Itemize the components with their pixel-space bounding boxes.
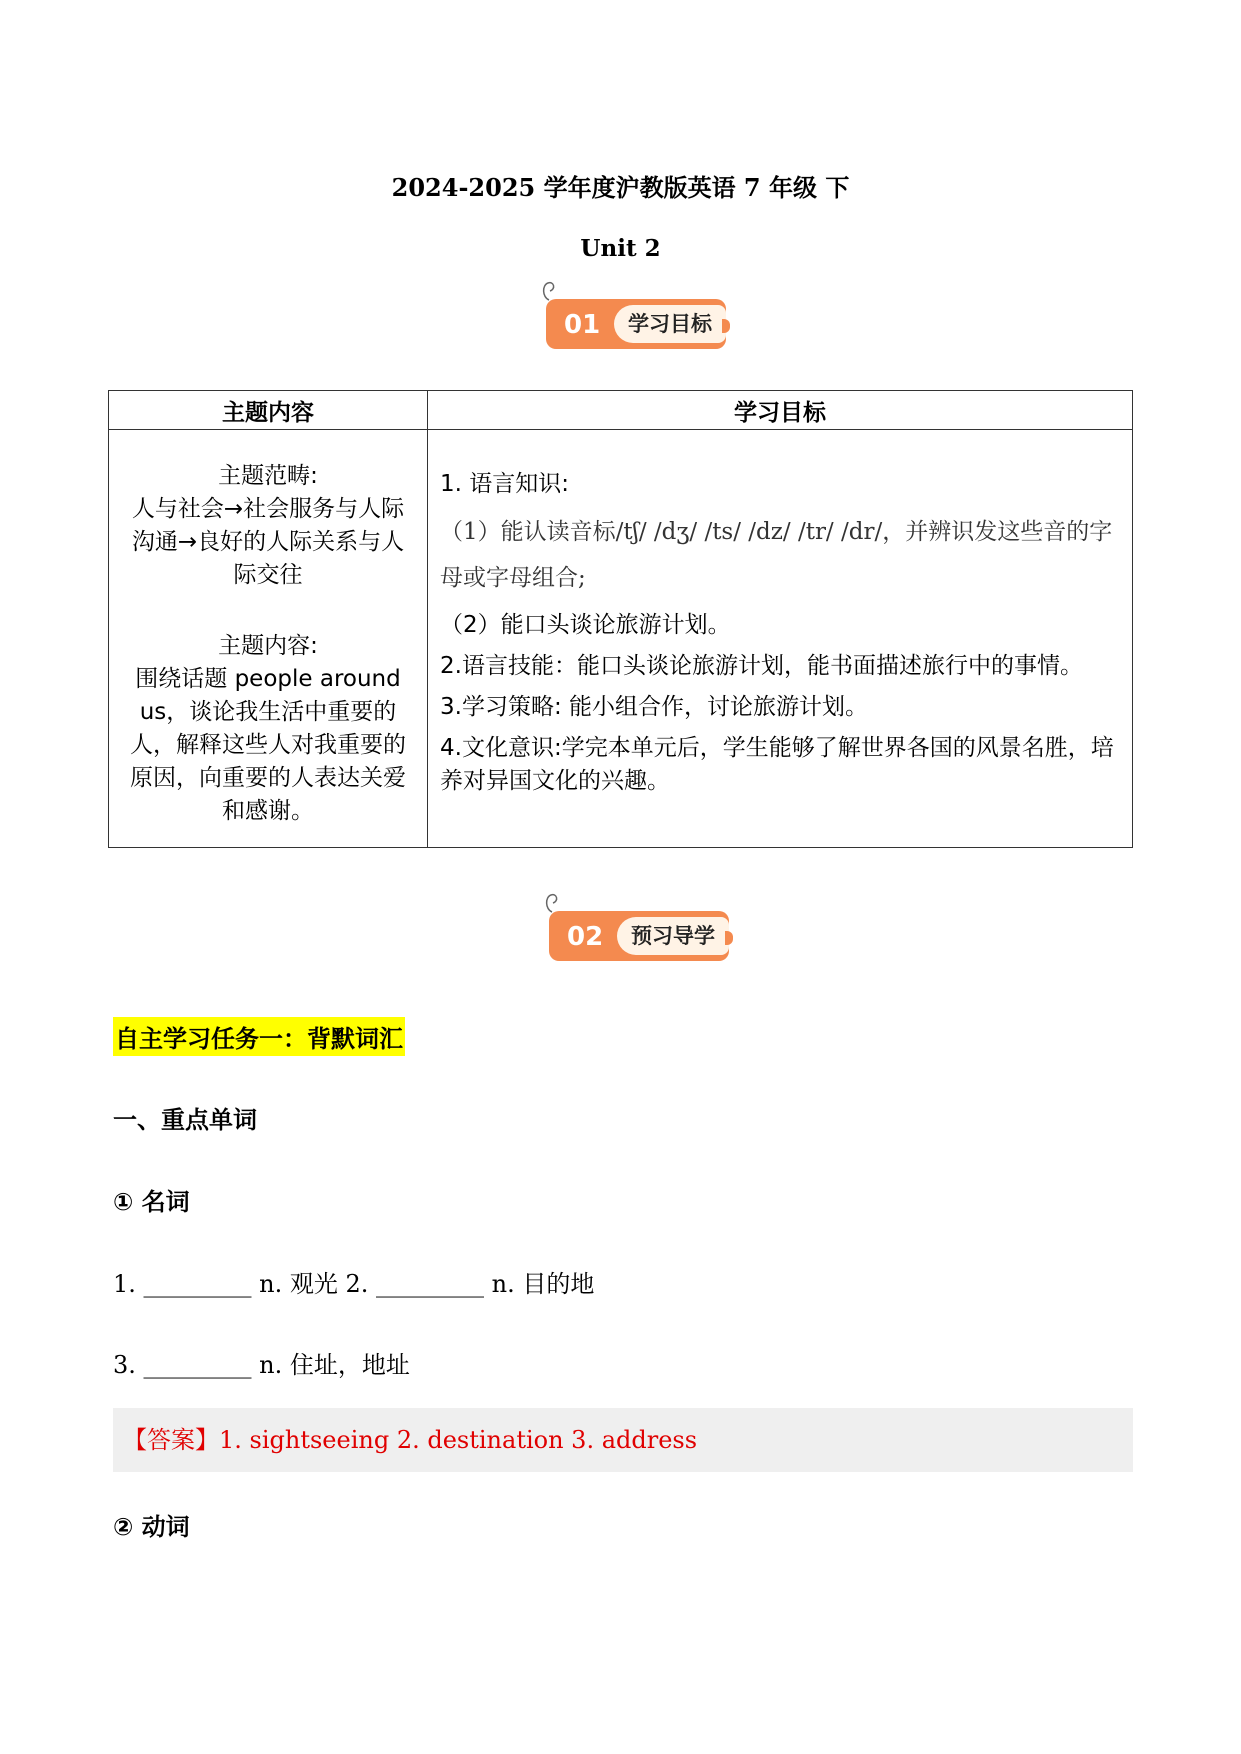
clip-icon (540, 279, 558, 301)
badge-number: 01 (564, 310, 601, 340)
task-heading: 自主学习任务一：背默词汇 (113, 1017, 405, 1056)
topic-cell (109, 430, 428, 848)
clip-icon (543, 891, 561, 913)
topic-scope-text: 人与社会→社会服务与人际沟通→良好的人际关系与人际交往 (131, 496, 405, 588)
goal-item-1: 1. 语言知识: (440, 471, 570, 497)
noun-line-1: 1. _________ n. 观光 2. _________ n. 目的地 (113, 1270, 595, 1298)
topic-scope-label: 主题范畴: (218, 463, 318, 489)
badge-label: 预习导学 (617, 917, 729, 955)
answer-box: 【答案】1. sightseeing 2. destination 3. address (113, 1408, 1133, 1472)
badge-label: 学习目标 (614, 305, 726, 343)
noun-line-2: 3. _________ n. 住址，地址 (113, 1351, 410, 1379)
verb-heading: ② 动词 (113, 1513, 190, 1541)
goal-item-2: 2.语言技能：能口头谈论旅游计划，能书面描述旅行中的事情。 (440, 653, 1083, 679)
topic-content-label: 主题内容: (218, 633, 318, 659)
topic-content-text: 围绕话题 people around us，谈论我生活中重要的人，解释这些人对我重要的原因，向重要的人表达关爱和感谢。 (130, 666, 406, 824)
document-title: 2024-2025 学年度沪教版英语 7 年级 下 (391, 173, 850, 202)
badge-body (549, 911, 729, 961)
table-header-goals: 学习目标 (428, 391, 1133, 430)
noun-heading: ① 名词 (113, 1188, 190, 1216)
section-badge-preview (543, 905, 733, 961)
unit-title: Unit 2 (580, 235, 661, 262)
goal-item-4: 4.文化意识:学完本单元后，学生能够了解世界各国的风景名胜，培养对异国文化的兴趣。 (440, 735, 1114, 794)
objectives-table (108, 390, 1133, 848)
section-badge-objectives (540, 293, 730, 349)
goal-item-3: 3.学习策略: 能小组合作，讨论旅游计划。 (440, 694, 869, 720)
goal-item-1a: （1）能认读音标/tʃ/ /dʒ/ /ts/ /dz/ /tr/ /dr/，并辨识发这些音的字母或字母组合; (440, 519, 1113, 591)
table-header-topic: 主题内容 (109, 391, 428, 430)
goal-item-1b: （2）能口头谈论旅游计划。 (440, 612, 731, 638)
badge-body (546, 299, 726, 349)
goals-cell (428, 430, 1133, 848)
section-heading-key-words: 一、重点单词 (113, 1106, 257, 1134)
badge-number: 02 (567, 922, 604, 952)
